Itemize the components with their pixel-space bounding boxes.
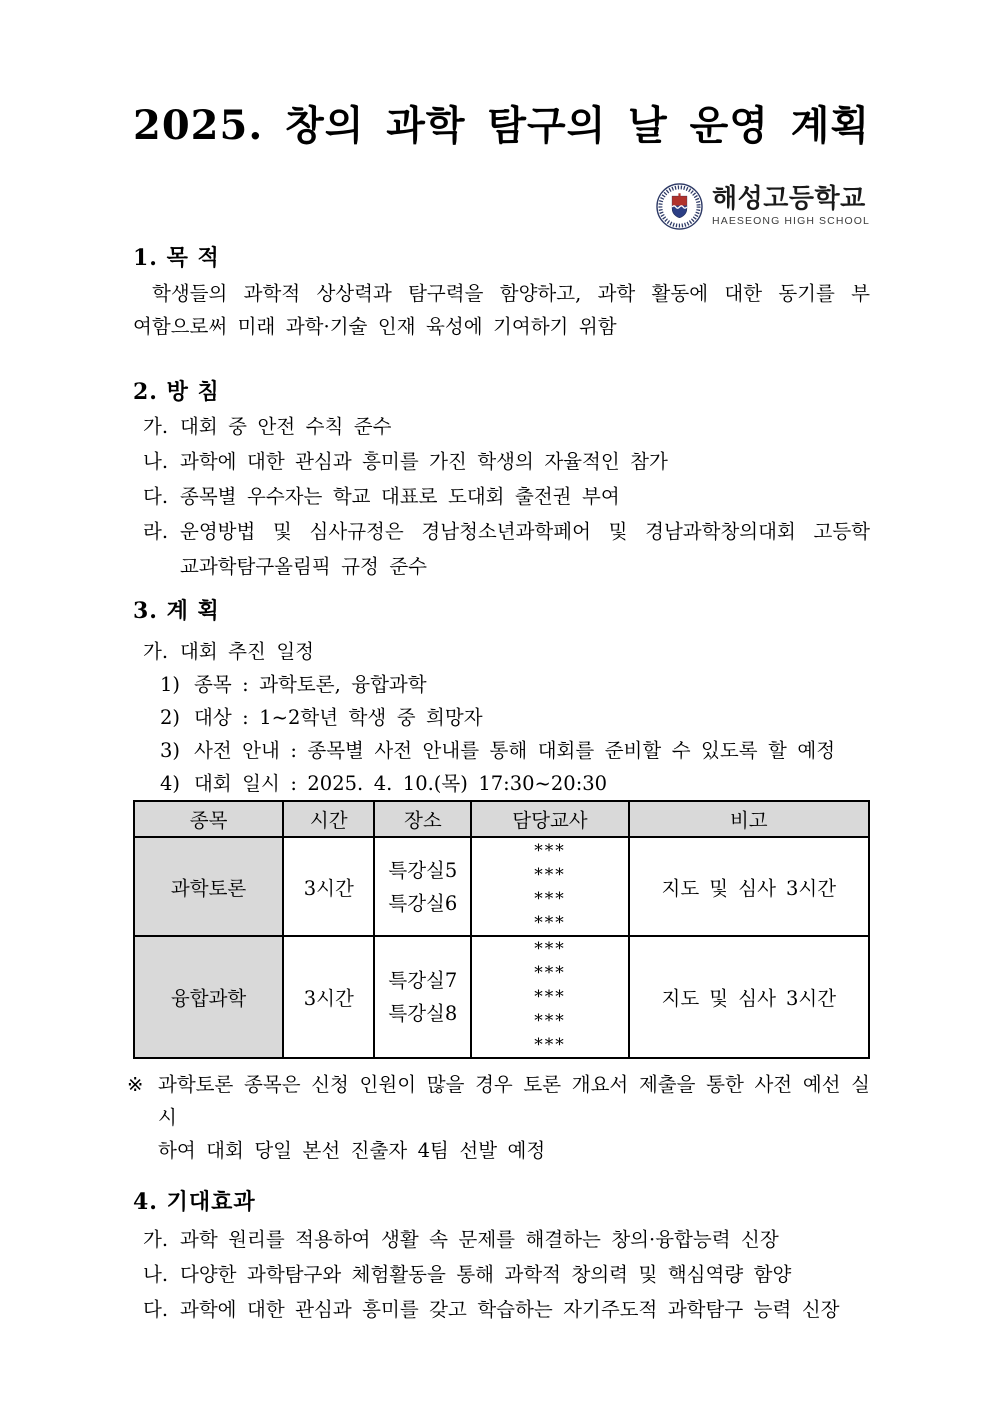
footnote-line-2: 하여 대회 당일 본선 진출자 4팀 선발 예정 (158, 1139, 546, 1162)
column-header-time: 시간 (283, 801, 374, 837)
purpose-paragraph (133, 277, 870, 343)
school-name-english: HAESEONG HIGH SCHOOL (712, 215, 870, 228)
footnote-line-1: 과학토론 종목은 신청 인원이 많을 경우 토론 개요서 제출을 통한 사전 예선 실시 (158, 1073, 870, 1129)
section-heading-plan: 3. 계 획 (133, 598, 220, 624)
teacher-line: *** (534, 1035, 566, 1055)
schedule-table-header-row (134, 801, 869, 837)
policy-item-text: 종목별 우수자는 학교 대표로 도대회 출전권 부여 (180, 485, 620, 508)
plan-item-list (133, 668, 870, 800)
plan-item (160, 701, 870, 734)
section-heading-effects: 4. 기대효과 (133, 1189, 256, 1215)
cell-places (374, 936, 471, 1058)
policy-item-line-2: 교과학탐구올림픽 규정 준수 (180, 555, 428, 578)
effects-item (143, 1222, 870, 1257)
schedule-table (133, 800, 870, 1059)
teacher-line: *** (534, 963, 566, 983)
policy-item-text: 과학에 대한 관심과 흥미를 가진 학생의 자율적인 참가 (180, 450, 668, 473)
plan-item-text: 대회 일시 : 2025. 4. 10.(목) 17:30~20:30 (194, 772, 608, 795)
cell-teachers (471, 837, 628, 936)
teacher-line: *** (534, 1011, 566, 1031)
plan-subheading-marker: 가. (143, 640, 169, 663)
policy-list (133, 409, 870, 584)
teacher-line: *** (534, 912, 566, 933)
plan-item (160, 767, 870, 800)
effects-item-text: 다양한 과학탐구와 체험활동을 통해 과학적 창의력 및 핵심역량 함양 (180, 1263, 792, 1286)
table-footnote (127, 1068, 870, 1167)
table-row-science-debate (134, 837, 869, 936)
cell-duration: 3시간 (283, 837, 374, 936)
plan-item-marker: 4) (160, 772, 181, 795)
plan-item-text: 대상 : 1~2학년 학생 중 희망자 (194, 706, 483, 729)
place-line: 특강실6 (388, 891, 458, 915)
plan-subheading-text: 대회 추진 일정 (180, 640, 314, 663)
plan-subheading (133, 635, 870, 668)
effects-item-text: 과학에 대한 관심과 흥미를 갖고 학습하는 자기주도적 과학탐구 능력 신장 (180, 1298, 840, 1321)
section-heading-purpose: 1. 목 적 (133, 245, 220, 271)
column-header-event: 종목 (134, 801, 283, 837)
plan-item-text: 사전 안내 : 종목별 사전 안내를 통해 대회를 준비할 수 있도록 할 예정 (194, 739, 836, 762)
column-header-note: 비고 (629, 801, 869, 837)
page-title: 2025. 창의 과학 탐구의 날 운영 계획 (133, 102, 870, 149)
cell-event: 융합과학 (134, 936, 283, 1058)
policy-item-text: 대회 중 안전 수칙 준수 (180, 415, 392, 438)
plan-item-marker: 3) (160, 739, 181, 762)
footnote-marker: ※ (127, 1073, 144, 1096)
effects-item-marker: 가. (143, 1228, 169, 1251)
place-line: 특강실5 (388, 858, 458, 882)
cell-note: 지도 및 심사 3시간 (629, 837, 869, 936)
school-logo-text (712, 184, 870, 227)
school-logo (133, 182, 870, 230)
effects-item (143, 1257, 870, 1292)
policy-item-marker: 가. (143, 415, 169, 438)
plan-item-marker: 1) (160, 673, 181, 696)
teacher-line: *** (534, 987, 566, 1007)
place-line: 특강실7 (388, 969, 458, 992)
plan-item-marker: 2) (160, 706, 181, 729)
effects-item-marker: 다. (143, 1298, 169, 1321)
table-row-convergence-science (134, 936, 869, 1058)
policy-item-marker: 다. (143, 485, 169, 508)
policy-item-marker: 나. (143, 450, 169, 473)
cell-duration: 3시간 (283, 936, 374, 1058)
column-header-teacher: 담당교사 (471, 801, 628, 837)
place-line: 특강실8 (388, 1002, 458, 1025)
school-name-korean: 해성고등학교 (712, 183, 866, 214)
policy-item-line-1: 운영방법 및 심사규정은 경남청소년과학페어 및 경남과학창의대회 고등학 (180, 520, 870, 543)
cell-note: 지도 및 심사 3시간 (629, 936, 869, 1058)
policy-item-text (180, 514, 870, 584)
plan-item-text: 종목 : 과학토론, 융합과학 (194, 673, 427, 696)
cell-places (374, 837, 471, 936)
policy-item (143, 444, 870, 479)
policy-item (143, 514, 870, 584)
section-heading-policy: 2. 방 침 (133, 379, 220, 405)
cell-event: 과학토론 (134, 837, 283, 936)
effects-item (143, 1292, 870, 1327)
teacher-line: *** (534, 939, 566, 959)
teacher-line: *** (534, 888, 566, 909)
teacher-line: *** (534, 840, 566, 861)
effects-item-marker: 나. (143, 1263, 169, 1286)
column-header-place: 장소 (374, 801, 471, 837)
purpose-line-2: 여함으로써 미래 과학·기술 인재 육성에 기여하기 위함 (133, 315, 617, 338)
policy-item-marker: 라. (143, 520, 169, 543)
plan-item (160, 734, 870, 767)
policy-item (143, 409, 870, 444)
purpose-line-1: 학생들의 과학적 상상력과 탐구력을 함양하고, 과학 활동에 대한 동기를 부 (152, 282, 870, 305)
policy-item (143, 479, 870, 514)
school-emblem-icon (656, 183, 703, 230)
cell-teachers (471, 936, 628, 1058)
footnote-text (158, 1068, 870, 1167)
effects-item-text: 과학 원리를 적용하여 생활 속 문제를 해결하는 창의·융합능력 신장 (180, 1228, 779, 1251)
plan-item (160, 668, 870, 701)
teacher-line: *** (534, 864, 566, 885)
effects-list (133, 1222, 870, 1327)
